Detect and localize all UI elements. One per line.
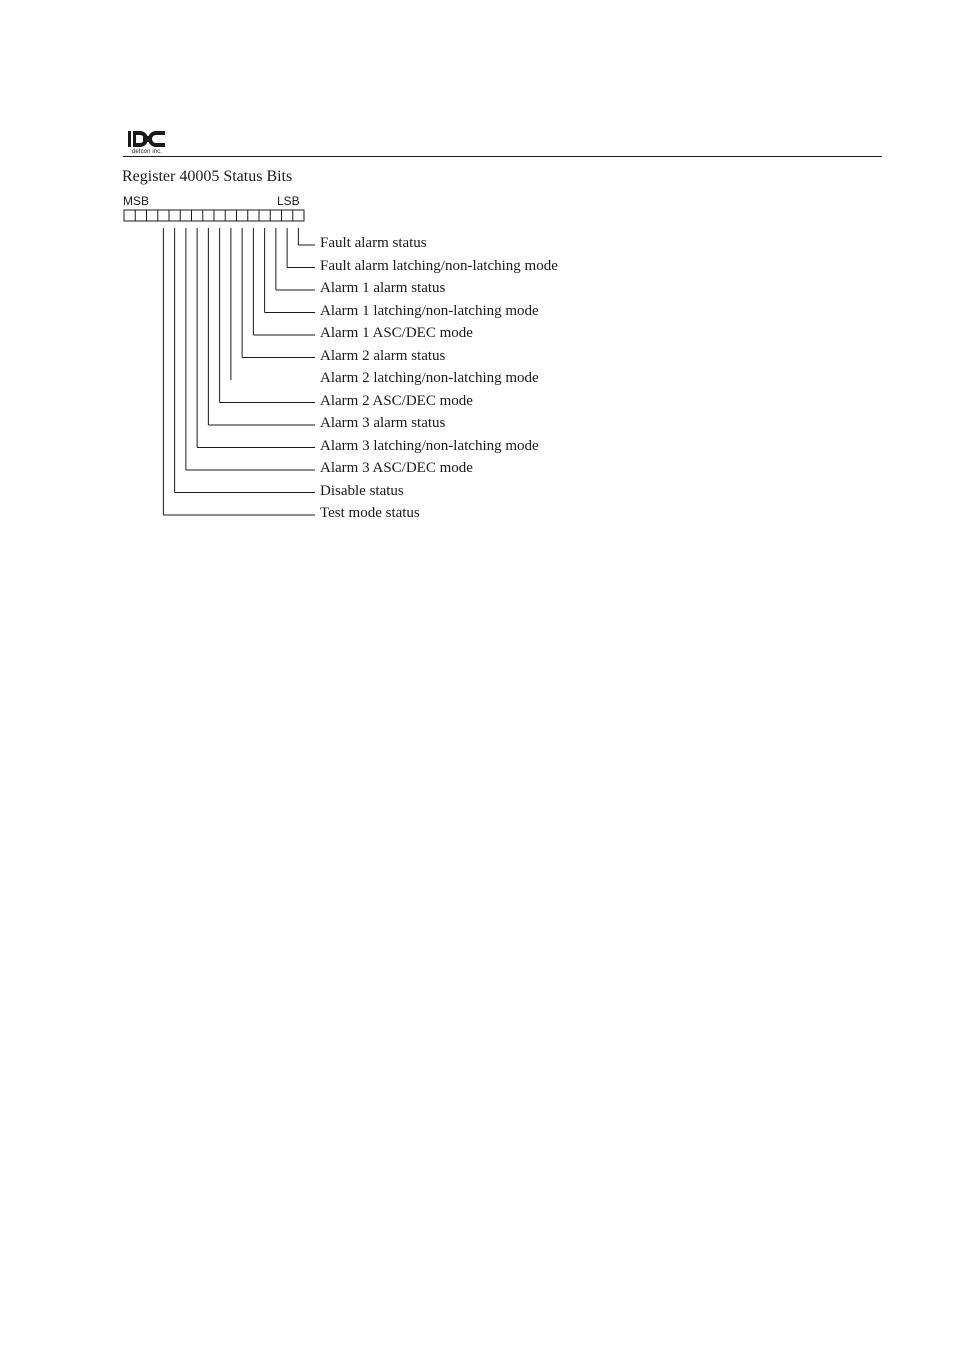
bit-label: Fault alarm status xyxy=(320,235,427,251)
bit-label: Fault alarm latching/non-latching mode xyxy=(320,257,558,274)
lsb-label: LSB xyxy=(277,194,300,208)
bit-label: Disable status xyxy=(320,482,404,499)
bit-label: Alarm 2 ASC/DEC mode xyxy=(320,392,473,409)
bit-label: Alarm 2 alarm status xyxy=(320,347,446,364)
status-bits-diagram xyxy=(0,0,954,560)
bit-label: Alarm 3 latching/non-latching mode xyxy=(320,437,539,454)
bit-label: Alarm 1 alarm status xyxy=(320,280,446,296)
msb-label: MSB xyxy=(123,194,150,208)
bit-label: Test mode status xyxy=(320,505,420,521)
logo-text: detcon inc. xyxy=(131,149,163,155)
bit-label: Alarm 3 ASC/DEC mode xyxy=(320,460,473,476)
bit-label: Alarm 1 ASC/DEC mode xyxy=(320,325,473,341)
bit-label: Alarm 3 alarm status xyxy=(320,415,446,431)
bit-label: Alarm 1 latching/non-latching mode xyxy=(320,302,539,319)
section-title: Register 40005 Status Bits xyxy=(122,168,293,185)
bit-label: Alarm 2 latching/non-latching mode xyxy=(320,370,539,386)
